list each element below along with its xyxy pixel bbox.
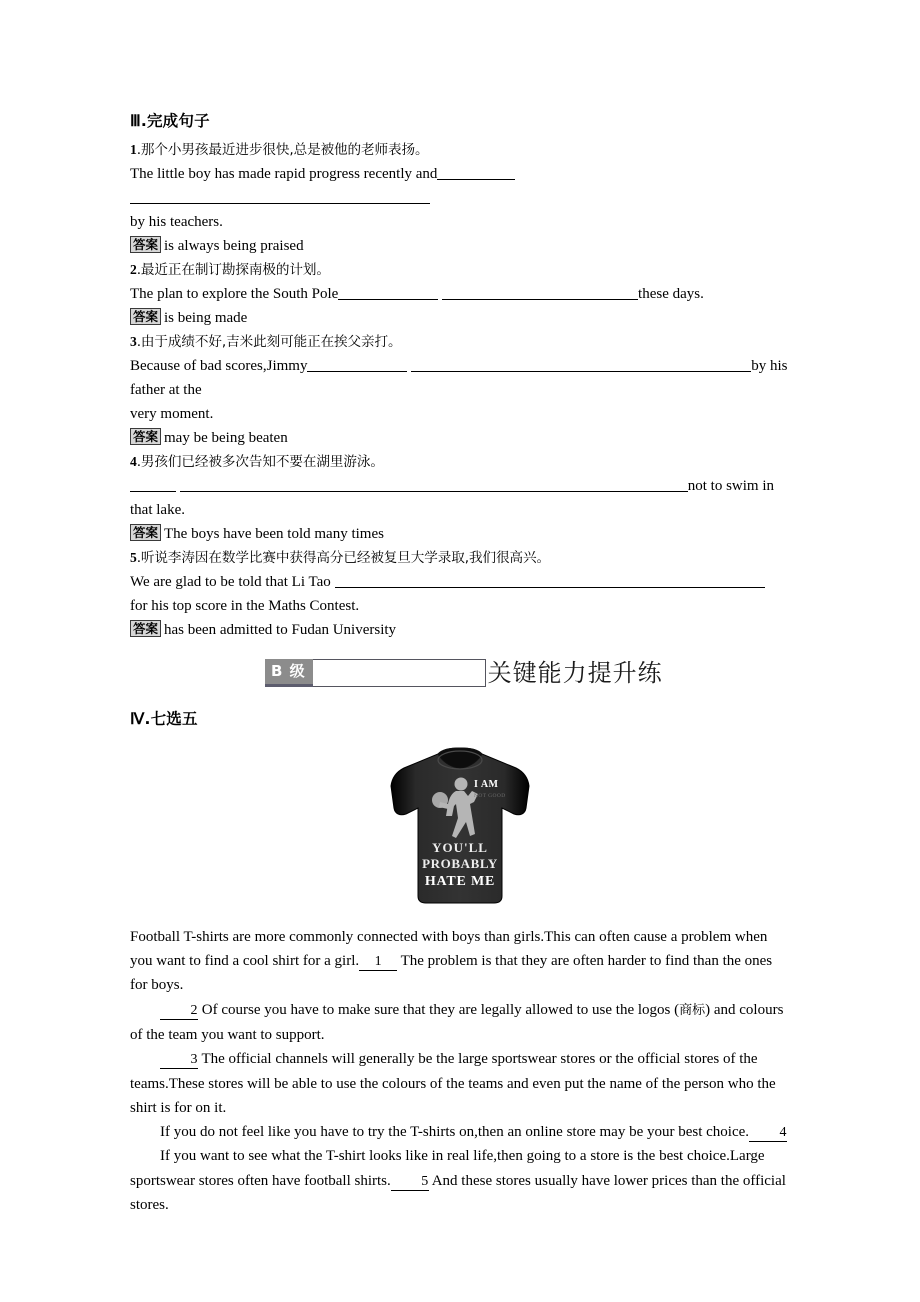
passage-p2-gloss: 商标 (679, 1002, 706, 1018)
passage-p2-text-a: Of course you have to make sure that they are legally allowed to use the logos ( (198, 1001, 680, 1018)
passage-paragraph-4 (130, 1120, 790, 1144)
passage-p2-text-b: ) and colours of the team you want to support. (130, 1001, 784, 1043)
passage-paragraph-1 (130, 925, 790, 998)
question-1-english-part1: The little boy has made rapid progress recently and (130, 166, 438, 183)
question-4-english-part2: not to swim in (687, 478, 775, 495)
svg-text:YOU'LL: YOU'LL (432, 839, 488, 855)
question-5-english-part3: for his top score in the Maths Contest. (130, 598, 360, 615)
passage-gap-2[interactable]: 2 (160, 1003, 198, 1020)
answer-blank[interactable] (307, 357, 407, 372)
svg-text:PROBABLY: PROBABLY (422, 855, 498, 871)
question-3-english-line2 (130, 402, 790, 426)
answer-blank[interactable] (338, 285, 438, 300)
section-3-numeral: Ⅲ (130, 113, 141, 130)
question-5-english-line2 (130, 594, 790, 618)
passage-p1-text-a: Football T-shirts are more commonly connected with boys than girls.This can often cause a problem when you want to find a cool shirt for a girl. (130, 928, 768, 970)
question-3-chinese-text: .由于成绩不好,吉米此刻可能正在挨父亲打。 (136, 334, 402, 351)
question-1-english-line1 (130, 162, 790, 210)
answer-text-5: has been admitted to Fudan University (164, 622, 397, 639)
question-4-chinese (130, 450, 790, 474)
question-5-chinese (130, 546, 790, 570)
tshirt-photo (386, 746, 534, 906)
answer-blank[interactable] (335, 573, 765, 588)
answer-label: 答案 (130, 428, 161, 445)
passage-gap-3[interactable]: 3 (160, 1052, 198, 1069)
question-5-english-part1: We are glad to be told that Li Tao (130, 574, 331, 591)
svg-text:NOT GOOD: NOT GOOD (474, 792, 506, 799)
passage-p5-text-a: If you want to see what the T-shirt looks like in real life,then going to a store is the best choice.Large sportswear stores often have football shirts. (130, 1148, 765, 1189)
question-4-english-part3: that lake. (130, 502, 185, 519)
b-level-title: 关键能力提升练 (487, 659, 663, 688)
answer-row-2 (130, 306, 790, 330)
answer-row-3 (130, 426, 790, 450)
question-5-number: 5 (130, 550, 137, 566)
question-1-english-line2 (130, 210, 790, 234)
figure-container (130, 746, 790, 911)
passage-p4-text-a: If you do not feel like you have to try the T-shirts on,then an online store may be your best choice. (160, 1124, 750, 1141)
answer-text-2: is being made (164, 310, 248, 327)
question-1-english-part2: by his teachers. (130, 214, 223, 231)
section-4-numeral: Ⅳ (130, 711, 145, 729)
passage-gap-4[interactable]: 4 (749, 1125, 787, 1142)
question-4-number: 4 (130, 454, 137, 470)
passage-paragraph-3 (130, 1047, 790, 1120)
question-3-chinese (130, 330, 790, 354)
answer-row-5 (130, 618, 790, 642)
section-heading-4 (130, 710, 790, 729)
answer-label: 答案 (130, 308, 161, 325)
question-5-chinese-text: .听说李涛因在数学比赛中获得高分已经被复旦大学录取,我们很高兴。 (136, 550, 550, 567)
question-2-english-part2: these days. (638, 286, 704, 303)
answer-row-4 (130, 522, 790, 546)
answer-text-4: The boys have been told many times (164, 526, 384, 543)
question-4-english-line2 (130, 498, 790, 522)
passage-gap-5[interactable]: 5 (391, 1174, 429, 1191)
section-3-title: .完成句子 (140, 112, 210, 130)
section-heading-3 (130, 112, 790, 131)
passage-p5-text-b: And these stores usually have lower prices than the official stores. (130, 1172, 786, 1214)
answer-label: 答案 (130, 620, 161, 637)
b-level-badge: B 级 (265, 659, 313, 687)
page-content (130, 112, 790, 1217)
passage-paragraph-5 (130, 1144, 790, 1217)
section-4-title: .七选五 (144, 710, 198, 729)
question-1-chinese-text: .那个小男孩最近进步很快,总是被他的老师表扬。 (136, 142, 429, 159)
answer-blank[interactable] (130, 477, 176, 492)
question-1-chinese (130, 138, 790, 162)
answer-label: 答案 (130, 524, 161, 541)
b-level-banner (130, 658, 790, 704)
question-3-english-line1 (130, 354, 790, 402)
passage-gap-1[interactable]: 1 (359, 954, 397, 971)
answer-label: 答案 (130, 236, 161, 253)
passage-p1-text-b: The problem is that they are often harder to find than the ones for boys. (130, 953, 773, 994)
question-2-chinese-text: .最近正在制订勘探南极的计划。 (136, 262, 330, 279)
answer-blank[interactable] (130, 189, 430, 204)
question-3-number: 3 (130, 334, 137, 350)
question-5-english-line1 (130, 570, 790, 594)
answer-text-1: is always being praised (164, 238, 304, 255)
b-level-banner-inner (265, 658, 663, 688)
answer-row-1 (130, 234, 790, 258)
banner-rule-box (313, 659, 486, 687)
question-2-english-line1 (130, 282, 790, 306)
question-2-number: 2 (130, 262, 137, 278)
passage-paragraph-2 (130, 998, 790, 1048)
answer-blank[interactable] (180, 477, 688, 492)
question-4-chinese-text: .男孩们已经被多次告知不要在湖里游泳。 (136, 454, 384, 471)
question-3-english-part2: by his father at the (130, 358, 788, 399)
svg-text:I AM: I AM (474, 778, 499, 790)
answer-text-3: may be being beaten (164, 430, 288, 447)
question-2-english-part1: The plan to explore the South Pole (130, 286, 339, 303)
answer-blank[interactable] (437, 165, 515, 180)
question-4-english-line1 (130, 474, 790, 498)
question-3-english-part1: Because of bad scores,Jimmy (130, 358, 308, 375)
svg-text:HATE ME: HATE ME (424, 873, 496, 889)
passage-p3-text-a: The official channels will generally be the large sportswear stores or the official stores of the teams.These stores will be able to use the colours of the teams and even put the name of the person who the shirt is for on it. (130, 1051, 776, 1116)
answer-blank[interactable] (411, 357, 751, 372)
tshirt-icon (386, 746, 534, 906)
reading-passage (130, 925, 790, 1218)
question-1-number: 1 (130, 142, 137, 158)
question-2-chinese (130, 258, 790, 282)
answer-blank[interactable] (442, 285, 638, 300)
question-3-english-part3: very moment. (130, 406, 214, 423)
